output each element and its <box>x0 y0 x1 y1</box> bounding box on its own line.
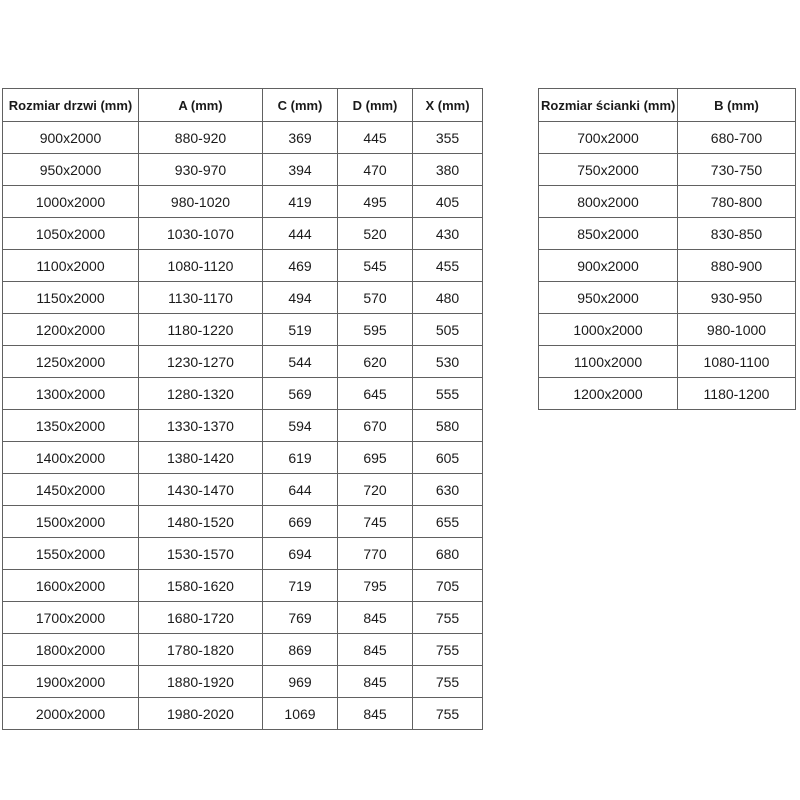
table-cell: 630 <box>413 474 483 506</box>
table-row <box>3 602 483 634</box>
table-cell: 680-700 <box>678 122 796 154</box>
table-cell: 355 <box>413 122 483 154</box>
table-cell: 695 <box>338 442 413 474</box>
table-row <box>539 314 796 346</box>
table-row <box>3 538 483 570</box>
table-row <box>3 218 483 250</box>
table-row <box>539 122 796 154</box>
door-sizes-table <box>2 88 483 730</box>
table-row <box>3 282 483 314</box>
table-row <box>3 634 483 666</box>
table-cell: 1330-1370 <box>139 410 263 442</box>
table-cell: 1300x2000 <box>3 378 139 410</box>
table-cell: 969 <box>263 666 338 698</box>
table-row <box>539 250 796 282</box>
table-cell: 570 <box>338 282 413 314</box>
column-header: C (mm) <box>263 89 338 122</box>
walls-table-header <box>539 89 796 122</box>
table-cell: 1550x2000 <box>3 538 139 570</box>
table-cell: 645 <box>338 378 413 410</box>
table-cell: 445 <box>338 122 413 154</box>
table-cell: 394 <box>263 154 338 186</box>
table-row <box>3 698 483 730</box>
table-cell: 1130-1170 <box>139 282 263 314</box>
table-cell: 719 <box>263 570 338 602</box>
table-cell: 1230-1270 <box>139 346 263 378</box>
table-cell: 494 <box>263 282 338 314</box>
table-cell: 900x2000 <box>539 250 678 282</box>
table-cell: 1200x2000 <box>539 378 678 410</box>
table-cell: 980-1020 <box>139 186 263 218</box>
table-cell: 455 <box>413 250 483 282</box>
table-cell: 755 <box>413 634 483 666</box>
table-cell: 800x2000 <box>539 186 678 218</box>
walls-table-body <box>539 122 796 410</box>
table-cell: 1430-1470 <box>139 474 263 506</box>
table-cell: 980-1000 <box>678 314 796 346</box>
table-cell: 1069 <box>263 698 338 730</box>
column-header: X (mm) <box>413 89 483 122</box>
column-header: B (mm) <box>678 89 796 122</box>
table-row <box>3 154 483 186</box>
table-cell: 769 <box>263 602 338 634</box>
table-cell: 1030-1070 <box>139 218 263 250</box>
table-cell: 480 <box>413 282 483 314</box>
table-cell: 755 <box>413 666 483 698</box>
table-cell: 694 <box>263 538 338 570</box>
table-cell: 1250x2000 <box>3 346 139 378</box>
table-cell: 1080-1120 <box>139 250 263 282</box>
table-cell: 845 <box>338 602 413 634</box>
table-cell: 444 <box>263 218 338 250</box>
table-cell: 1450x2000 <box>3 474 139 506</box>
table-cell: 680 <box>413 538 483 570</box>
table-cell: 745 <box>338 506 413 538</box>
table-cell: 530 <box>413 346 483 378</box>
table-cell: 1500x2000 <box>3 506 139 538</box>
table-cell: 595 <box>338 314 413 346</box>
table-cell: 469 <box>263 250 338 282</box>
table-cell: 750x2000 <box>539 154 678 186</box>
table-cell: 700x2000 <box>539 122 678 154</box>
table-cell: 850x2000 <box>539 218 678 250</box>
table-row <box>3 666 483 698</box>
table-cell: 1050x2000 <box>3 218 139 250</box>
table-row <box>3 346 483 378</box>
table-cell: 419 <box>263 186 338 218</box>
table-cell: 950x2000 <box>3 154 139 186</box>
table-cell: 1580-1620 <box>139 570 263 602</box>
table-cell: 795 <box>338 570 413 602</box>
table-row <box>539 282 796 314</box>
table-cell: 930-950 <box>678 282 796 314</box>
table-cell: 950x2000 <box>539 282 678 314</box>
table-cell: 670 <box>338 410 413 442</box>
column-header: D (mm) <box>338 89 413 122</box>
table-cell: 520 <box>338 218 413 250</box>
table-cell: 505 <box>413 314 483 346</box>
table-cell: 1900x2000 <box>3 666 139 698</box>
table-row <box>3 250 483 282</box>
table-row <box>539 186 796 218</box>
column-header: A (mm) <box>139 89 263 122</box>
table-cell: 545 <box>338 250 413 282</box>
table-cell: 755 <box>413 602 483 634</box>
table-cell: 644 <box>263 474 338 506</box>
table-cell: 620 <box>338 346 413 378</box>
table-cell: 900x2000 <box>3 122 139 154</box>
table-row <box>3 474 483 506</box>
table-cell: 1780-1820 <box>139 634 263 666</box>
table-row <box>539 154 796 186</box>
header-row <box>3 89 483 122</box>
table-cell: 1800x2000 <box>3 634 139 666</box>
table-cell: 555 <box>413 378 483 410</box>
table-cell: 1100x2000 <box>3 250 139 282</box>
table-cell: 830-850 <box>678 218 796 250</box>
table-cell: 1530-1570 <box>139 538 263 570</box>
table-cell: 470 <box>338 154 413 186</box>
table-cell: 619 <box>263 442 338 474</box>
header-row <box>539 89 796 122</box>
table-cell: 730-750 <box>678 154 796 186</box>
table-row <box>3 506 483 538</box>
table-row <box>3 410 483 442</box>
table-row <box>539 378 796 410</box>
table-cell: 1400x2000 <box>3 442 139 474</box>
table-row <box>539 218 796 250</box>
table-cell: 1680-1720 <box>139 602 263 634</box>
table-row <box>3 378 483 410</box>
table-cell: 755 <box>413 698 483 730</box>
column-header: Rozmiar ścianki (mm) <box>539 89 678 122</box>
table-cell: 1700x2000 <box>3 602 139 634</box>
table-cell: 1350x2000 <box>3 410 139 442</box>
table-cell: 880-900 <box>678 250 796 282</box>
table-cell: 1980-2020 <box>139 698 263 730</box>
table-cell: 1880-1920 <box>139 666 263 698</box>
table-cell: 569 <box>263 378 338 410</box>
table-row <box>3 442 483 474</box>
table-cell: 495 <box>338 186 413 218</box>
table-cell: 1280-1320 <box>139 378 263 410</box>
table-cell: 1480-1520 <box>139 506 263 538</box>
table-cell: 845 <box>338 698 413 730</box>
table-cell: 1380-1420 <box>139 442 263 474</box>
table-row <box>3 122 483 154</box>
table-cell: 869 <box>263 634 338 666</box>
table-cell: 594 <box>263 410 338 442</box>
table-cell: 930-970 <box>139 154 263 186</box>
table-cell: 369 <box>263 122 338 154</box>
table-cell: 780-800 <box>678 186 796 218</box>
table-cell: 1180-1200 <box>678 378 796 410</box>
table-cell: 845 <box>338 634 413 666</box>
table-cell: 605 <box>413 442 483 474</box>
table-cell: 845 <box>338 666 413 698</box>
table-cell: 519 <box>263 314 338 346</box>
table-row <box>3 570 483 602</box>
table-cell: 430 <box>413 218 483 250</box>
table-row <box>3 314 483 346</box>
table-cell: 669 <box>263 506 338 538</box>
table-cell: 655 <box>413 506 483 538</box>
table-cell: 1000x2000 <box>539 314 678 346</box>
table-cell: 1080-1100 <box>678 346 796 378</box>
wall-sizes-table <box>538 88 796 410</box>
table-cell: 880-920 <box>139 122 263 154</box>
table-cell: 720 <box>338 474 413 506</box>
table-cell: 580 <box>413 410 483 442</box>
table-row <box>3 186 483 218</box>
table-cell: 1000x2000 <box>3 186 139 218</box>
table-cell: 1150x2000 <box>3 282 139 314</box>
table-cell: 1600x2000 <box>3 570 139 602</box>
table-cell: 380 <box>413 154 483 186</box>
table-cell: 544 <box>263 346 338 378</box>
table-cell: 705 <box>413 570 483 602</box>
table-cell: 1180-1220 <box>139 314 263 346</box>
table-row <box>539 346 796 378</box>
table-cell: 405 <box>413 186 483 218</box>
doors-table-body <box>3 122 483 730</box>
table-cell: 1100x2000 <box>539 346 678 378</box>
column-header: Rozmiar drzwi (mm) <box>3 89 139 122</box>
table-cell: 2000x2000 <box>3 698 139 730</box>
table-cell: 770 <box>338 538 413 570</box>
table-cell: 1200x2000 <box>3 314 139 346</box>
doors-table-header <box>3 89 483 122</box>
